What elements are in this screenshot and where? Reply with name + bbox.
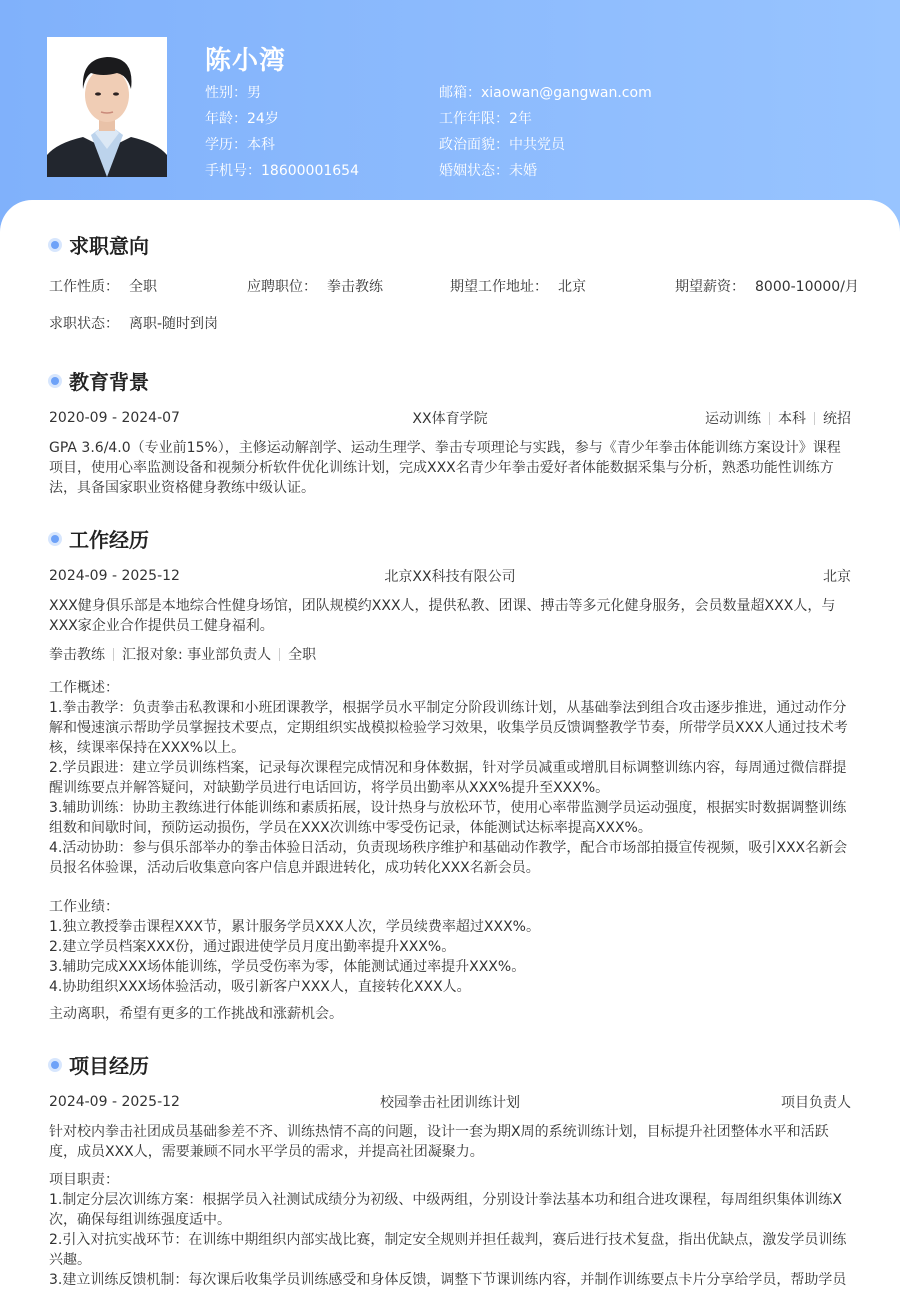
project-header-row xyxy=(49,1092,851,1112)
section-title-project: 项目经历 xyxy=(48,1050,149,1079)
work-tags: 拳击教练 汇报对象: 事业部负责人 全职 xyxy=(49,647,317,663)
candidate-name: 陈小湾 xyxy=(205,46,287,76)
education-date: 2020-09 - 2024-07 xyxy=(49,410,180,426)
work-company: 北京XX科技有限公司 xyxy=(384,569,516,585)
intent-location: 期望工作地址： 北京 xyxy=(450,279,586,295)
basic-info-right xyxy=(439,82,652,186)
work-leave-reason: 主动离职，希望有更多的工作挑战和涨薪机会。 xyxy=(49,1006,343,1022)
project-role: 项目负责人 xyxy=(781,1095,851,1111)
intent-salary: 期望薪资： 8000-10000/月 xyxy=(675,279,859,295)
bullet-dot-icon xyxy=(51,535,59,543)
divider xyxy=(279,648,280,661)
resume-body xyxy=(0,200,900,1288)
bullet-dot-icon xyxy=(51,377,59,385)
intent-status: 求职状态： 离职-随时到岗 xyxy=(49,316,219,332)
work-company-intro: XXX健身俱乐部是本地综合性健身场馆，团队规模约XXX人，提供私教、团课、搏击等多元化健身服务，会员数量超XXX人，与XXX家企业合作提供员工健身福利。 xyxy=(49,598,836,634)
work-city: 北京 xyxy=(823,569,851,585)
education-header-row xyxy=(49,408,851,428)
divider xyxy=(113,648,114,661)
section-title-education: 教育背景 xyxy=(48,366,149,395)
work-date: 2024-09 - 2025-12 xyxy=(49,568,180,584)
info-marital-status: 婚姻状态：未婚 xyxy=(439,163,537,179)
info-gender: 性别：男 xyxy=(205,85,261,101)
person-portrait-icon xyxy=(47,37,167,177)
project-date: 2024-09 - 2025-12 xyxy=(49,1094,180,1110)
education-description: GPA 3.6/4.0（专业前15%），主修运动解剖学、运动生理学、拳击专项理论与实践，参与《青少年拳击体能训练方案设计》课程项目，使用心率监测设备和视频分析软件优化训练计划，完成XXX名青少年拳击爱好者体能数据采集与分析，熟悉功能性训练方法，具备国家职业资格健身教练中级认证。 xyxy=(49,440,841,496)
education-school: XX体育学院 xyxy=(412,411,488,427)
info-age: 年龄：24岁 xyxy=(205,111,279,127)
education-tags: 运动训练 本科 统招 xyxy=(705,411,851,427)
project-name: 校园拳击社团训练计划 xyxy=(380,1095,520,1111)
info-political-status: 政治面貌：中共党员 xyxy=(439,137,565,153)
intent-position: 应聘职位： 拳击教练 xyxy=(247,279,383,295)
project-intro: 针对校内拳击社团成员基础参差不齐、训练热情不高的问题，设计一套为期X周的系统训练计划，目标提升社团整体水平和活跃度，成员XXX人，需要兼顾不同水平学员的需求，并提高社团凝聚力。 xyxy=(49,1124,829,1160)
info-email: 邮箱：xiaowan@gangwan.com xyxy=(439,85,652,101)
divider xyxy=(814,412,815,425)
divider xyxy=(769,412,770,425)
info-work-years: 工作年限：2年 xyxy=(439,111,532,127)
basic-info-left xyxy=(205,82,359,186)
avatar-photo xyxy=(47,37,167,177)
intent-job-type: 工作性质： 全职 xyxy=(49,279,157,295)
work-achievements: 工作业绩： 1.独立教授拳击课程XXX节，累计服务学员XXX人次，学员续费率超过XXX%。 2.建立学员档案XXX份，通过跟进使学员月度出勤率提升XXX%。 3.辅助完成XXX场体能训练，学员受伤率为零，体能测试通过率提升XXX%。 4.协助组织XXX场体验活动，吸引新客户XXX人，直接转化XXX人。 xyxy=(49,899,540,995)
info-phone: 手机号：18600001654 xyxy=(205,163,359,179)
section-title-intent: 求职意向 xyxy=(48,230,149,259)
project-duties: 项目职责： 1.制定分层次训练方案：根据学员入社测试成绩分为初级、中级两组，分别设计拳法基本功和组合进攻课程，每周组织集体训练X次，确保每组训练强度适中。 2.引入对抗实战环节：在训练中期组织内部实战比赛，制定安全规则并担任裁判，赛后进行技术复盘，指出优缺点，激发学员训练兴趣。 3.建立训练反馈机制：每次课后收集学员训练感受和身体反馈，调整下节课训练内容，并制作训练要点卡片分享给学员，帮助学员 xyxy=(49,1172,847,1288)
work-header-row xyxy=(49,566,851,586)
section-title-work: 工作经历 xyxy=(48,524,149,553)
info-education: 学历：本科 xyxy=(205,137,275,153)
bullet-dot-icon xyxy=(51,241,59,249)
bullet-dot-icon xyxy=(51,1061,59,1069)
work-overview: 工作概述： 1.拳击教学：负责拳击私教课和小班团课教学，根据学员水平制定分阶段训练计划，从基础拳法到组合攻击逐步推进，通过动作分解和慢速演示帮助学员掌握技术要点，定期组织实战模拟检验学习效果，收集学员反馈调整教学节奏，所带学员XXX人通过技术考核，续课率保持在XXX%以上。 2.学员跟进：建立学员训练档案，记录每次课程完成情况和身体数据，针对学员减重或增肌目标调整训练内容，每周通过微信群提醒训练要点并解答疑问，对缺勤学员进行电话回访，将学员出勤率从XXX%提升至XXX%。 3.辅助训练：协助主教练进行体能训练和素质拓展，设计热身与放松环节，使用心率带监测学员运动强度，根据实时数据调整训练组数和间歇时间，预防运动损伤，学员在XXX次训练中零受伤记录，体能测试达标率提高XXX%。 4.活动协助：参与俱乐部举办的拳击体验日活动，负责现场秩序维护和基础动作教学，配合市场部拍摄宣传视频，吸引XXX名新会员报名体验课，活动后收集意向客户信息并跟进转化，成功转化XXX名新会员。 xyxy=(49,680,848,876)
